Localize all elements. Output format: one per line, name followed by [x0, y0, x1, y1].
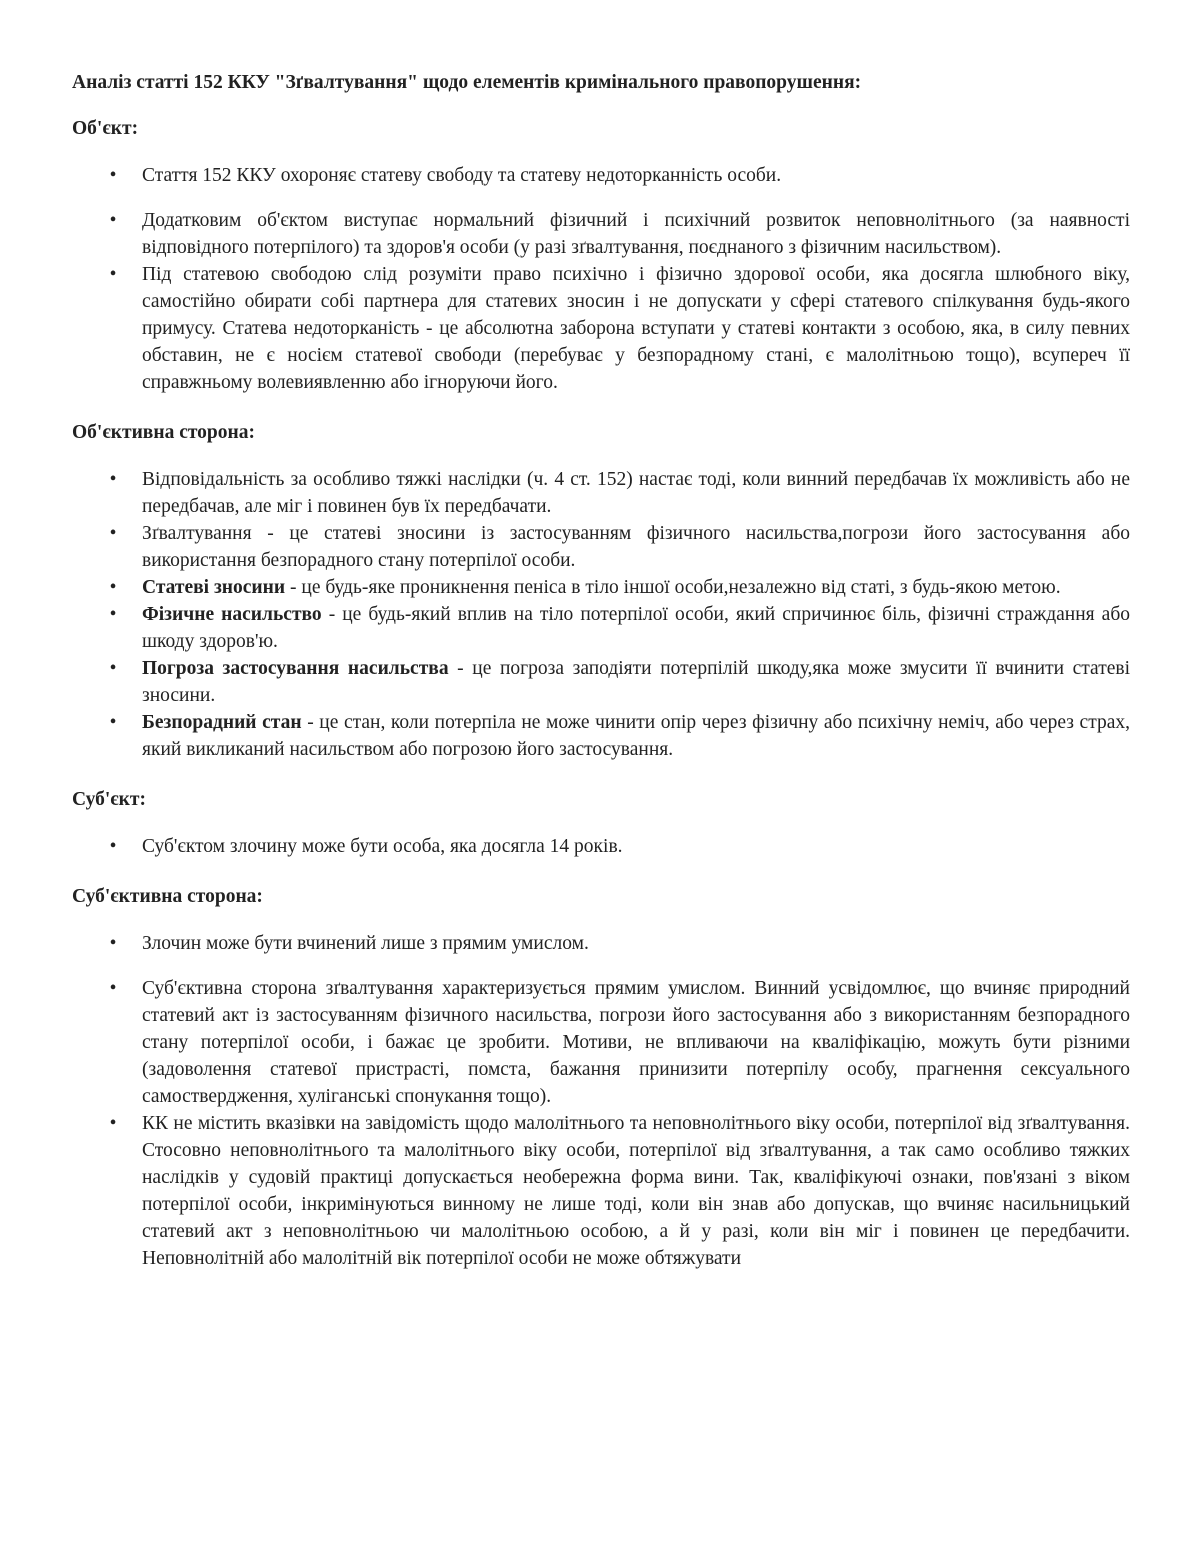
- bullet-icon: •: [109, 712, 117, 733]
- definition-text: - це будь-який вплив на тіло потерпілої особи, який спричинює біль, фізичні страждання або шкоду здоров'ю.: [142, 604, 1130, 652]
- bullet-icon: •: [109, 1113, 117, 1134]
- bullet-icon: •: [109, 978, 117, 999]
- list-item: • Відповідальність за особливо тяжкі наслідки (ч. 4 ст. 152) настає тоді, коли винний передбачав їх можливість або не передбачав, але міг і повинен був їх передбачати.: [72, 466, 1130, 520]
- list-item: • Додатковим об'єктом виступає нормальний фізичний і психічний розвиток неповнолітнього (за наявності відповідного потерпілого) та здоров'я особи (у разі зґвалтування, поєднаного з фізичним насильством).: [72, 207, 1130, 261]
- document-title: Аналіз статті 152 ККУ "Зґвалтування" щодо елементів кримінального правопорушення:: [72, 72, 862, 93]
- definition-text: - це будь-яке проникнення пеніса в тіло іншої особи,незалежно від статі, з будь-якою метою.: [285, 577, 1061, 598]
- section-heading-subject: Суб'єкт:: [72, 789, 146, 810]
- bullet-icon: •: [109, 577, 117, 598]
- objective-side-list: [72, 466, 1130, 763]
- definition-term: Статеві зносини: [142, 577, 286, 598]
- list-item: • Суб'єктивна сторона зґвалтування характеризується прямим умислом. Винний усвідомлює, що вчиняє природний статевий акт із застосуванням фізичного насильства, погрози його застосування або з використанням безпорадного стану потерпілої особи, і бажає це зробити. Мотиви, не впливаючи на кваліфікацію, можуть бути різними (задоволення статевої пристрасті, помста, бажання принизити потерпілу особу, прагнення сексуального самоствердження, хуліганські спонукання тощо).: [72, 975, 1130, 1110]
- definition-text: - це стан, коли потерпіла не може чинити опір через фізичну або психічну неміч, або через страх, який викликаний насильством або погрозою його застосування.: [142, 712, 1130, 760]
- object-list: [72, 162, 1130, 396]
- bullet-icon: •: [109, 469, 117, 490]
- document-page: [72, 70, 1130, 1272]
- list-item: • Стаття 152 ККУ охороняє статеву свободу та статеву недоторканність особи.: [72, 162, 1130, 189]
- section-heading-subjective-side: Суб'єктивна сторона:: [72, 886, 263, 907]
- bullet-icon: •: [109, 210, 117, 231]
- definition-item: [72, 655, 1130, 709]
- list-item: • Зґвалтування - це статеві зносини із застосуванням фізичного насильства,погрози його застосування або використання безпорадного стану потерпілої особи.: [72, 520, 1130, 574]
- definition-term: Фізичне насильство: [142, 604, 322, 625]
- definition-text: - це погроза заподіяти потерпілій шкоду,яка може змусити її вчинити статеві зносини.: [142, 658, 1130, 706]
- bullet-icon: •: [109, 604, 117, 625]
- bullet-icon: •: [109, 933, 117, 954]
- subject-list: [72, 833, 1130, 860]
- definition-term: Безпорадний стан: [142, 712, 302, 733]
- section-heading-objective-side: Об'єктивна сторона:: [72, 422, 256, 443]
- bullet-icon: •: [109, 836, 117, 857]
- bullet-icon: •: [109, 264, 117, 285]
- list-item: • Суб'єктом злочину може бути особа, яка досягла 14 років.: [72, 833, 1130, 860]
- bullet-icon: •: [109, 658, 117, 679]
- subjective-side-list: [72, 930, 1130, 1272]
- list-item: • Злочин може бути вчинений лише з прямим умислом.: [72, 930, 1130, 957]
- definition-term: Погроза застосування насильства: [142, 658, 449, 679]
- bullet-icon: •: [109, 523, 117, 544]
- definition-item: [72, 601, 1130, 655]
- bullet-icon: •: [109, 165, 117, 186]
- list-item: • Під статевою свободою слід розуміти право психічно і фізично здорової особи, яка досягла шлюбного віку, самостійно обирати собі партнера для статевих зносин і не допускати у сфері статевого спілкування будь-якого примусу. Статева недоторканість - це абсолютна заборона вступати у статеві контакти з особою, яка, в силу певних обставин, не є носієм статевої свободи (перебуває у безпорадному стані, є малолітньою тощо), всупереч її справжньому волевиявленню або ігноруючи його.: [72, 261, 1130, 396]
- definition-item: [72, 709, 1130, 763]
- list-item: • КК не містить вказівки на завідомість щодо малолітнього та неповнолітнього віку особи, потерпілої від зґвалтування. Стосовно неповнолітнього та малолітнього віку особи, потерпілої від зґвалтування, а так само особливо тяжких наслідків у судовій практиці допускається необережна форма вини. Так, кваліфікуючі ознаки, пов'язані з віком потерпілої особи, інкримінуються винному не лише тоді, коли він знав або допускав, що вчиняє насильницький статевий акт з неповнолітньою чи малолітньою особою, а й у разі, коли він міг і повинен це передбачити. Неповнолітній або малолітній вік потерпілої особи не може обтяжувати: [72, 1110, 1130, 1272]
- section-heading-object: Об'єкт:: [72, 118, 139, 139]
- definition-item: [72, 574, 1130, 601]
